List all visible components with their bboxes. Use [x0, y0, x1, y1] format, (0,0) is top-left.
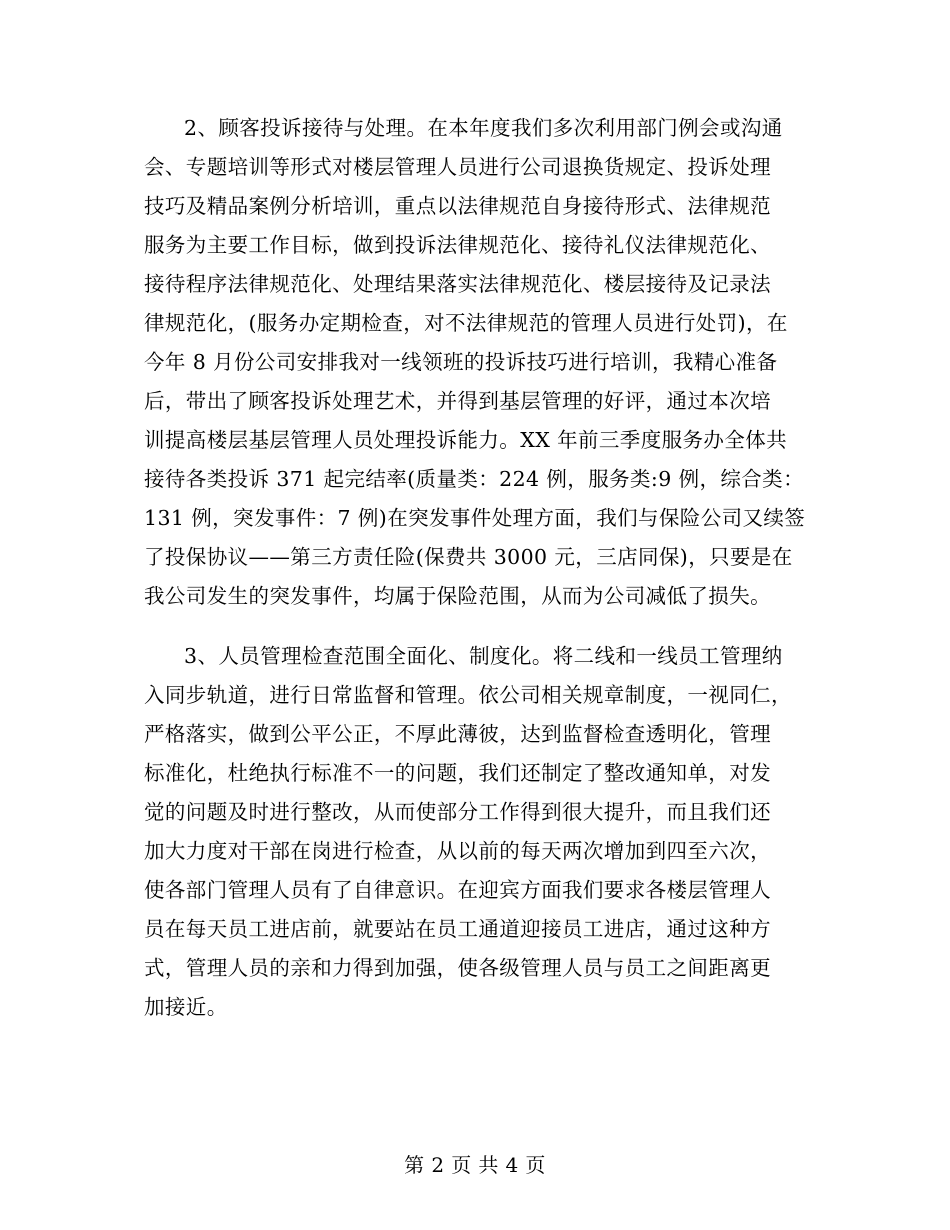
text-line: 3、人员管理检查范围全面化、制度化。将二线和一线员工管理纳 — [184, 644, 783, 668]
text-line: 使各部门管理人员有了自律意识。在迎宾方面我们要求各楼层管理人 — [144, 878, 771, 902]
text-line: 接待各类投诉 371 起完结率(质量类：224 例，服务类:9 例，综合类： — [144, 467, 804, 491]
text-line: 131 例，突发事件：7 例)在突发事件处理方面，我们与保险公司又续签 — [144, 506, 806, 530]
text-line: 后，带出了顾客投诉处理艺术，并得到基层管理的好评，通过本次培 — [144, 389, 771, 413]
text-line: 我公司发生的突发事件，均属于保险范围，从而为公司减低了损失。 — [144, 584, 771, 608]
text-line: 今年 8 月份公司安排我对一线领班的投诉技巧进行培训，我精心准备 — [144, 350, 778, 374]
text-line: 标准化，杜绝执行标准不一的问题，我们还制定了整改通知单，对发 — [144, 761, 771, 785]
text-line: 2、顾客投诉接待与处理。在本年度我们多次利用部门例会或沟通 — [184, 116, 783, 140]
text-line: 式，管理人员的亲和力得到加强，使各级管理人员与员工之间距离更 — [144, 956, 771, 980]
text-line: 律规范化，(服务办定期检查，对不法律规范的管理人员进行处罚)，在 — [144, 311, 788, 335]
text-line: 入同步轨道，进行日常监督和管理。依公司相关规章制度，一视同仁， — [144, 683, 792, 707]
text-line: 员在每天员工进店前，就要站在员工通道迎接员工进店，通过这种方 — [144, 917, 771, 941]
text-line: 训提高楼层基层管理人员处理投诉能力。XX 年前三季度服务办全体共 — [144, 428, 788, 452]
text-line: 加大力度对干部在岗进行检查，从以前的每天两次增加到四至六次， — [144, 839, 771, 863]
text-line: 接待程序法律规范化、处理结果落实法律规范化、楼层接待及记录法 — [144, 272, 771, 296]
text-line: 严格落实，做到公平公正，不厚此薄彼，达到监督检查透明化，管理 — [144, 722, 771, 746]
text-line: 会、专题培训等形式对楼层管理人员进行公司退换货规定、投诉处理 — [144, 155, 771, 179]
text-line: 服务为主要工作目标，做到投诉法律规范化、接待礼仪法律规范化、 — [144, 233, 771, 257]
text-line: 觉的问题及时进行整改，从而使部分工作得到很大提升，而且我们还 — [144, 800, 771, 824]
text-line: 了投保协议——第三方责任险(保费共 3000 元，三店同保)，只要是在 — [144, 545, 793, 569]
page-number-footer: 第 2 页 共 4 页 — [404, 1153, 546, 1177]
text-line: 技巧及精品案例分析培训，重点以法律规范自身接待形式、法律规范 — [144, 194, 771, 218]
text-line: 加接近。 — [144, 995, 228, 1019]
